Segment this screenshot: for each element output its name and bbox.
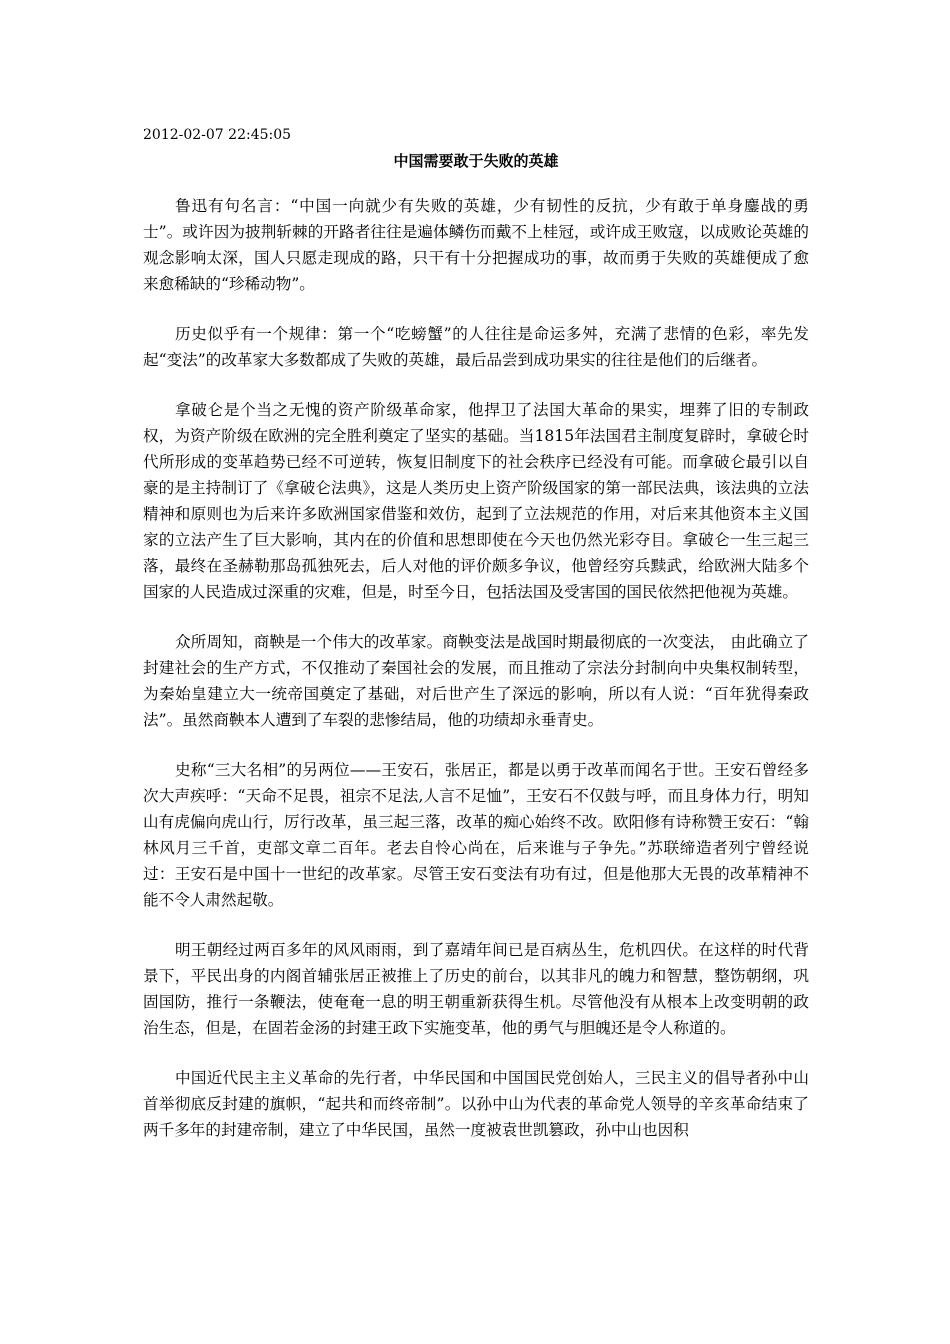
paragraph-6: 明王朝经过两百多年的风风雨雨，到了嘉靖年间已是百病丛生，危机四伏。在这样的时代背景下，平民出身的内阁首辅张居正被推上了历史的前台，以其非凡的魄力和智慧，整饬朝纲，巩固国防，推行一条鞭法，使奄奄一息的明王朝重新获得生机。尽管他没有从根本上改变明朝的政治生态，但是，在固若金汤的封建王政下实施变革，他的勇气与胆魄还是令人称道的。 xyxy=(143,941,809,1037)
paragraph-5: 史称“三大名相”的另两位——王安石，张居正，都是以勇于改革而闻名于世。王安石曾经多次大声疾呼：“天命不足畏，祖宗不足法,人言不足恤”，王安石不仅鼓与呼，而且身体力行，明知山有虎偏向虎山行，厉行改革，虽三起三落，改革的痴心始终不改。欧阳修有诗称赞王安石：“翰林风月三千首，吏部文章二百年。老去自怜心尚在，后来谁与子争先。”苏联缔造者列宁曾经说过：王安石是中国十一世纪的改革家。尽管王安石变法有功有过，但是他那大无畏的改革精神不能不令人肃然起敬。 xyxy=(143,761,809,909)
paragraph-3: 拿破仑是个当之无愧的资产阶级革命家，他捍卫了法国大革命的果实，埋葬了旧的专制政权，为资产阶级在欧洲的完全胜利奠定了坚实的基础。当1815年法国君主制度复辟时，拿破仑时代所形成的变革趋势已经不可逆转，恢复旧制度下的社会秩序已经没有可能。而拿破仑最引以自豪的是主持制订了《拿破仑法典》，这是人类历史上资产阶级国家的第一部民法典，该法典的立法精神和原则也为后来许多欧洲国家借鉴和效仿，起到了立法规范的作用，对后来其他资本主义国家的立法产生了巨大影响，其内在的价值和思想即使在今天也仍然光彩夺目。拿破仑一生三起三落，最终在圣赫勒那岛孤独死去，后人对他的评价颇多争议，他曾经穷兵黩武，给欧洲大陆多个国家的人民造成过深重的灾难，但是，时至今日，包括法国及受害国的国民依然把他视为英雄。 xyxy=(143,401,809,601)
paragraph-2: 历史似乎有一个规律：第一个“吃螃蟹”的人往往是命运多舛，充满了悲情的色彩，率先发起“变法”的改革家大多数都成了失败的英雄，最后品尝到成功果实的往往是他们的后继者。 xyxy=(143,325,809,369)
paragraph-7: 中国近代民主主义革命的先行者，中华民国和中国国民党创始人，三民主义的倡导者孙中山首举彻底反封建的旗帜，“起共和而终帝制”。以孙中山为代表的革命党人领导的辛亥革命结束了两千多年的封建帝制，建立了中华民国，虽然一度被袁世凯篡政，孙中山也因积 xyxy=(143,1069,809,1139)
timestamp: 2012-02-07 22:45:05 xyxy=(143,127,292,143)
document-page xyxy=(143,122,809,1167)
paragraph-1: 鲁迅有句名言：“中国一向就少有失败的英雄，少有韧性的反抗，少有敢于单身鏖战的勇士”。或许因为披荆斩棘的开路者往往是遍体鳞伤而戴不上桂冠，或许成王败寇，以成败论英雄的观念影响太深，国人只愿走现成的路，只干有十分把握成功的事，故而勇于失败的英雄便成了愈来愈稀缺的“珍稀动物”。 xyxy=(143,197,809,293)
article-title: 中国需要敢于失败的英雄 xyxy=(393,152,559,170)
paragraph-4: 众所周知，商鞅是一个伟大的改革家。商鞅变法是战国时期最彻底的一次变法， 由此确立了封建社会的生产方式，不仅推动了秦国社会的发展，而且推动了宗法分封制向中央集权制转型，为秦始皇建立大一统帝国奠定了基础，对后世产生了深远的影响，所以有人说：“百年犹得秦政法”。虽然商鞅本人遭到了车裂的悲惨结局，他的功绩却永垂青史。 xyxy=(143,633,809,729)
